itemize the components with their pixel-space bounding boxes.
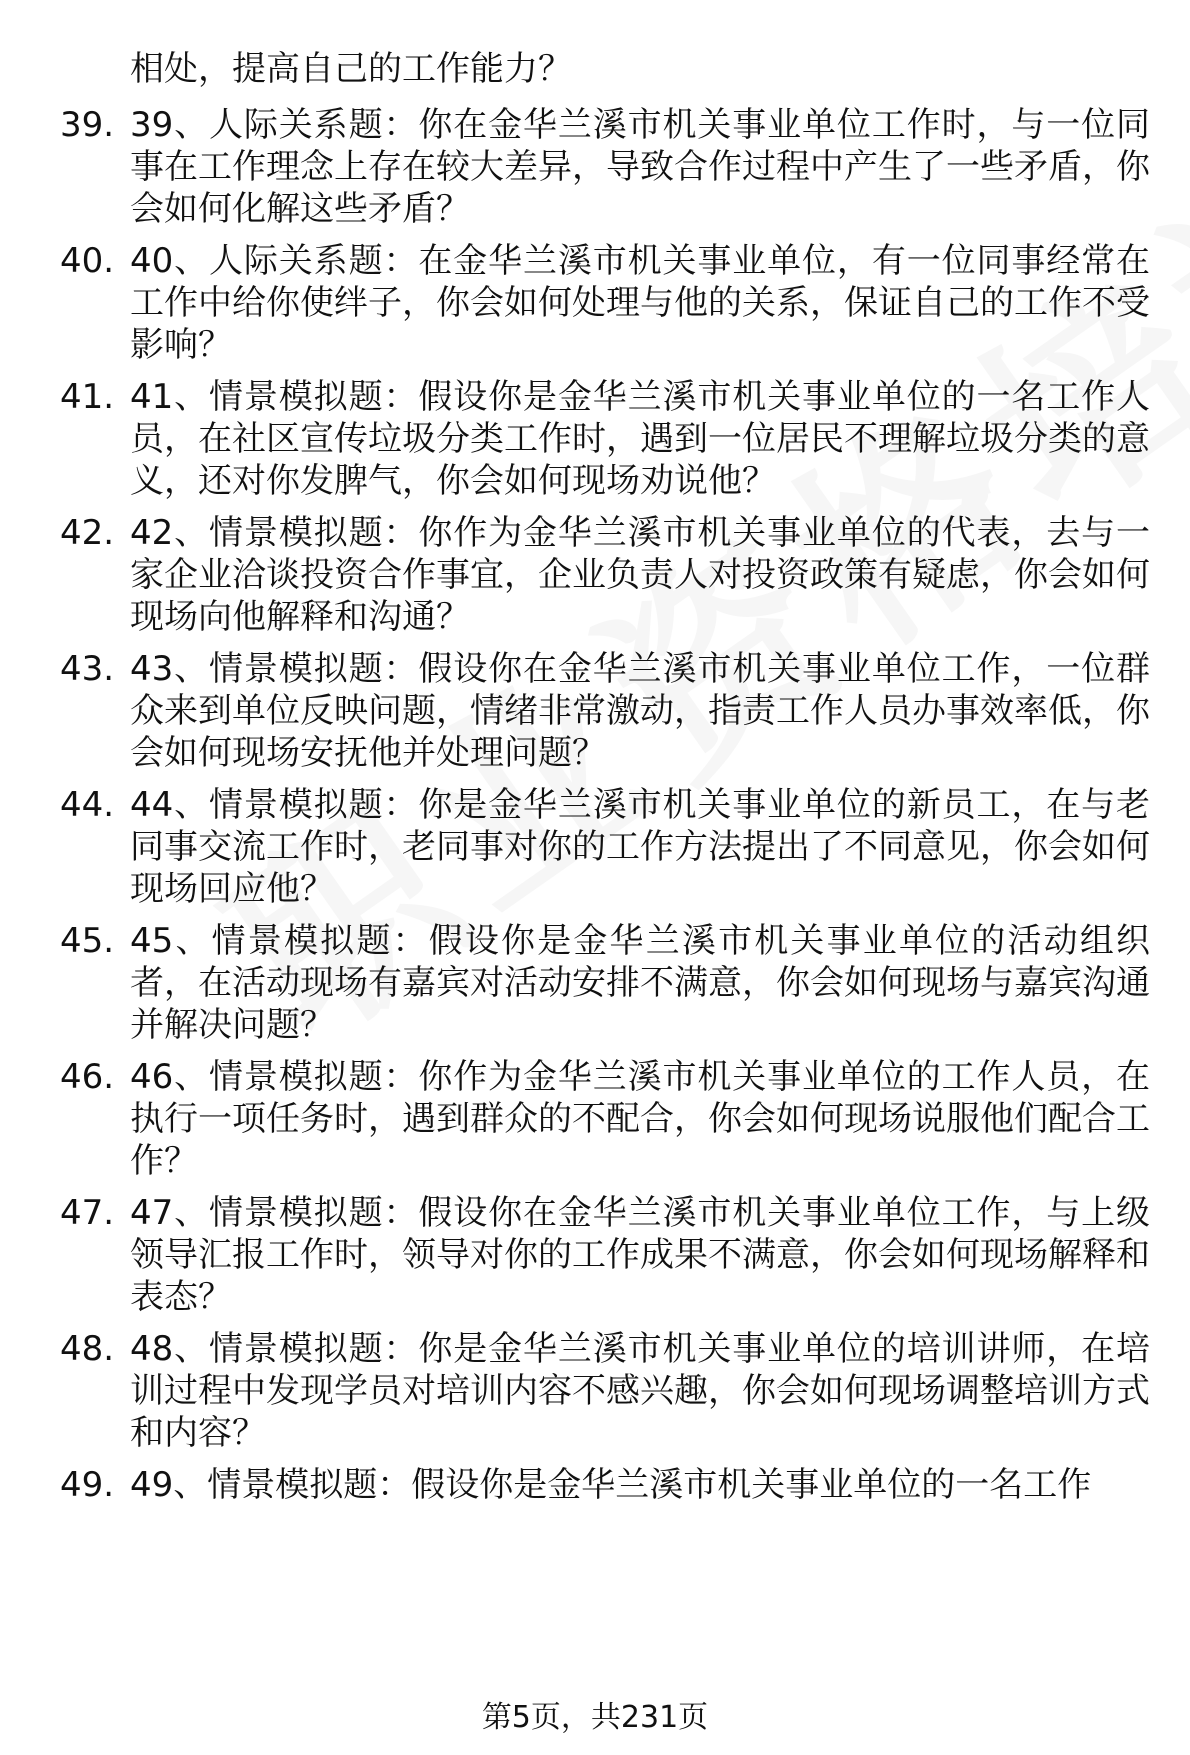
- question-number: 48.: [60, 1329, 115, 1369]
- question-number: 42.: [60, 513, 115, 553]
- question-text: 44、情景模拟题：你是金华兰溪市机关事业单位的新员工，在与老同事交流工作时，老同事对你的工作方法提出了不同意见，你会如何现场回应他？: [130, 785, 1150, 909]
- question-text: 45、情景模拟题：假设你是金华兰溪市机关事业单位的活动组织者，在活动现场有嘉宾对活动安排不满意，你会如何现场与嘉宾沟通并解决问题？: [130, 921, 1150, 1045]
- question-number: 46.: [60, 1057, 115, 1097]
- question-number: 39.: [60, 105, 115, 145]
- question-number: 47.: [60, 1193, 115, 1233]
- question-text: 46、情景模拟题：你作为金华兰溪市机关事业单位的工作人员，在执行一项任务时，遇到群众的不配合，你会如何现场说服他们配合工作？: [130, 1057, 1150, 1181]
- question-number: 44.: [60, 785, 115, 825]
- question-text: 40、人际关系题：在金华兰溪市机关事业单位，有一位同事经常在工作中给你使绊子，你会如何处理与他的关系，保证自己的工作不受影响？: [130, 241, 1150, 365]
- question-text: 39、人际关系题：你在金华兰溪市机关事业单位工作时，与一位同事在工作理念上存在较大差异，导致合作过程中产生了一些矛盾，你会如何化解这些矛盾？: [130, 105, 1150, 229]
- question-number: 40.: [60, 241, 115, 281]
- question-text: 42、情景模拟题：你作为金华兰溪市机关事业单位的代表，去与一家企业洽谈投资合作事宜，企业负责人对投资政策有疑虑，你会如何现场向他解释和沟通？: [130, 513, 1150, 637]
- question-number: 45.: [60, 921, 115, 961]
- page-footer: 第5页，共231页: [481, 1700, 709, 1735]
- question-text: 48、情景模拟题：你是金华兰溪市机关事业单位的培训讲师，在培训过程中发现学员对培训内容不感兴趣，你会如何现场调整培训方式和内容？: [130, 1329, 1150, 1453]
- question-number: 49.: [60, 1465, 115, 1505]
- question-number: 43.: [60, 649, 115, 689]
- question-text: 41、情景模拟题：假设你是金华兰溪市机关事业单位的一名工作人员，在社区宣传垃圾分类工作时，遇到一位居民不理解垃圾分类的意义，还对你发脾气，你会如何现场劝说他？: [130, 377, 1150, 501]
- question-text: 49、情景模拟题：假设你是金华兰溪市机关事业单位的一名工作: [130, 1465, 1092, 1505]
- question-text: 47、情景模拟题：假设你在金华兰溪市机关事业单位工作，与上级领导汇报工作时，领导对你的工作成果不满意，你会如何现场解释和表态？: [130, 1193, 1150, 1317]
- question-number: 41.: [60, 377, 115, 417]
- question-text: 43、情景模拟题：假设你在金华兰溪市机关事业单位工作，一位群众来到单位反映问题，情绪非常激动，指责工作人员办事效率低，你会如何现场安抚他并处理问题？: [130, 649, 1150, 773]
- continuation-text: 相处，提高自己的工作能力？: [130, 49, 572, 89]
